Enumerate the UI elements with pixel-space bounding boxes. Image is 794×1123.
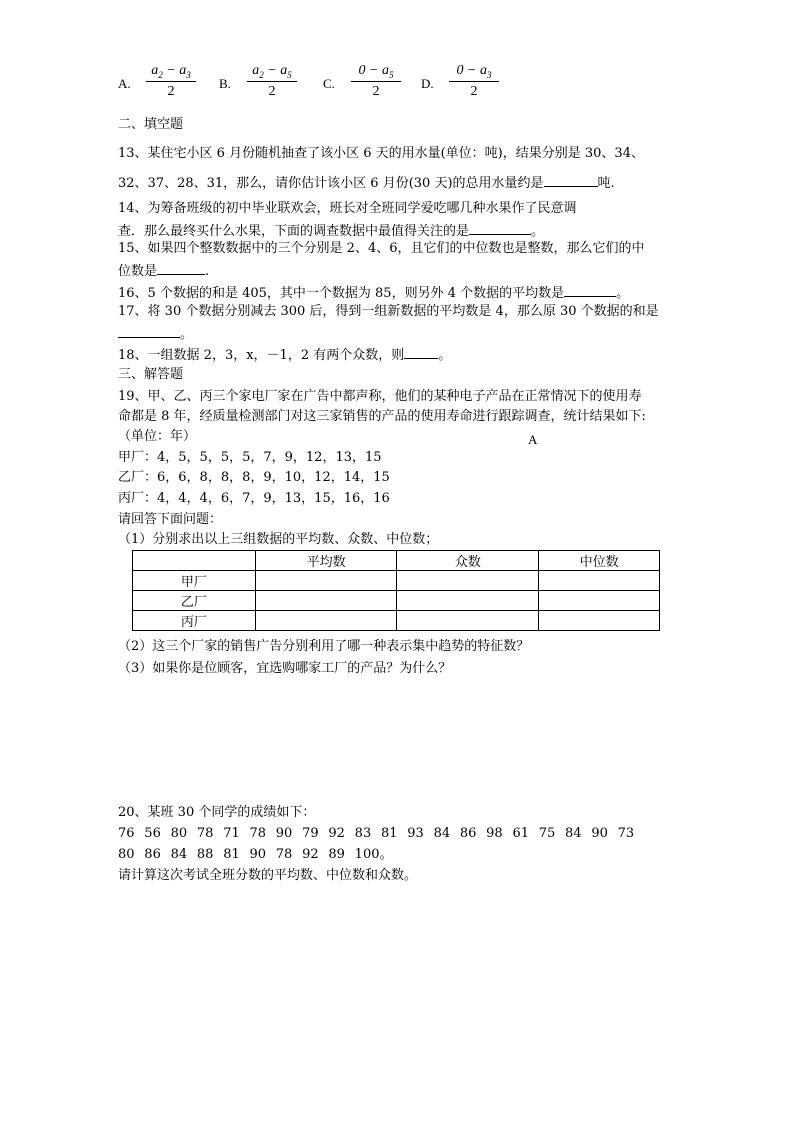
answer-cell[interactable] [397, 571, 539, 591]
score-value: 78 [249, 826, 267, 841]
question-19-part1: （1）分别求出以上三组数据的平均数、众数、中位数； [118, 532, 439, 547]
answer-blank[interactable] [544, 173, 598, 187]
score-value: 89 [328, 847, 345, 862]
question-17-line1: 17、将 30 个数据分别减去 300 后，得到一组新数据的平均数是 4，那么原 30 个数据的和是 [118, 304, 659, 319]
table-header-cell: 众数 [397, 551, 539, 571]
table-header-cell: 中位数 [539, 551, 660, 571]
row-label: 甲厂 [133, 571, 256, 591]
option-letter: A. [118, 76, 131, 91]
answer-cell[interactable] [255, 571, 397, 591]
score-value: 90 [249, 847, 267, 862]
score-value: 86 [459, 826, 477, 841]
question-19-part3: （3）如果你是位顾客，宜选购哪家工厂的产品？为什么？ [118, 661, 452, 676]
row-label: 丙厂 [133, 611, 256, 631]
question-19-line1: 19、甲、乙、丙三个家电厂家在广告中都声称，他们的某种电子产品在正常情况下的使用寿 [118, 389, 642, 404]
question-14-line2: 查．那么最终买什么水果，下面的调查数据中最值得关注的是 。 [118, 221, 544, 240]
table-row [133, 571, 660, 591]
question-14-line1: 14、为筹备班级的初中毕业联欢会，班长对全班同学爱吃哪几种水果作了民意调 [118, 201, 577, 216]
option-fraction: $a_2 - a_3$ 2 [144, 62, 198, 101]
factory-yi-data: 乙厂：6，6，8，8，8，9，10，12，14，15 [118, 470, 390, 485]
answer-cell[interactable] [255, 591, 397, 611]
answer-cell[interactable] [255, 611, 397, 631]
score-value: 84 [433, 826, 451, 841]
question-19-part2: （2）这三个厂家的销售广告分别利用了哪一种表示集中趋势的特征数？ [118, 639, 530, 654]
score-value: 80 [118, 847, 135, 862]
choice-options [118, 62, 538, 106]
option-fraction: $0 - a_3$ 2 [447, 62, 501, 101]
statistics-table [132, 550, 660, 631]
score-value: 84 [170, 847, 188, 862]
score-value: 98 [486, 826, 503, 841]
answer-cell[interactable] [539, 611, 660, 631]
answer-cell[interactable] [539, 571, 660, 591]
answer-blank[interactable] [118, 324, 180, 338]
question-13-line2: 32、37、28、31，那么，请你估计该小区 6 月份(30 天)的总用水量约是 吨. [118, 173, 615, 192]
score-value: 83 [354, 826, 372, 841]
answer-blank[interactable] [469, 221, 531, 235]
score-value: 78 [275, 847, 293, 862]
factory-jia-data: 甲厂：4，5，5，5，5，7，9，12，13，15 [118, 450, 382, 465]
question-20-task: 请计算这次考试全班分数的平均数、中位数和众数。 [118, 868, 418, 883]
answer-blank[interactable] [564, 283, 616, 297]
score-value: 86 [144, 847, 161, 862]
section-heading-fill-in: 二、填空题 [118, 117, 184, 132]
option-fraction: $0 - a_5$ 2 [349, 62, 403, 101]
score-value: 78 [196, 826, 214, 841]
table-header-cell [133, 551, 256, 571]
scores-row-1 [118, 826, 644, 842]
option-fraction: $a_2 - a_5$ 2 [245, 62, 299, 101]
option-letter: B. [219, 76, 231, 91]
score-value: 61 [512, 826, 529, 841]
answer-cell[interactable] [539, 591, 660, 611]
table-header-row [133, 551, 660, 571]
score-value: 90 [275, 826, 293, 841]
score-value: 71 [223, 826, 240, 841]
table-row [133, 591, 660, 611]
score-value: 81 [223, 847, 240, 862]
score-value: 76 [118, 826, 135, 841]
answer-blank[interactable] [404, 345, 438, 359]
score-value: 81 [380, 826, 398, 841]
score-value: 90 [591, 826, 608, 841]
score-value: 84 [565, 826, 582, 841]
option-letter: D. [421, 76, 434, 91]
question-17-line2: 。 [118, 324, 193, 343]
score-value: 93 [407, 826, 424, 841]
stray-letter: A [528, 432, 538, 447]
question-16: 16、5 个数据的和是 405，其中一个数据为 85，则另外 4 个数据的平均数是 。 [118, 283, 629, 302]
score-value: 75 [538, 826, 556, 841]
score-value: 80 [170, 826, 188, 841]
question-19-prompt: 请回答下面问题： [118, 512, 223, 527]
question-19-line2: 命都是 8 年，经质量检测部门对这三家销售的产品的使用寿命进行跟踪调查，统计结果如下: [118, 409, 646, 424]
score-value: 88 [196, 847, 214, 862]
table-header-cell: 平均数 [255, 551, 397, 571]
score-value: 92 [302, 847, 319, 862]
question-18: 18、一组数据 2，3，x，－1，2 有两个众数，则 。 [118, 345, 451, 364]
score-value: 92 [328, 826, 345, 841]
score-value: 56 [144, 826, 161, 841]
section-heading-answer: 三、解答题 [118, 367, 184, 382]
answer-cell[interactable] [397, 611, 539, 631]
answer-cell[interactable] [397, 591, 539, 611]
factory-bing-data: 丙厂：4，4，4，6，7，9，13，15，16，16 [118, 491, 390, 506]
score-value: 100。 [354, 847, 393, 862]
question-13-line1: 13、某住宅小区 6 月份随机抽查了该小区 6 天的用水量(单位：吨)，结果分别是 30、34、 [118, 146, 644, 161]
score-value: 73 [617, 826, 635, 841]
table-row [133, 611, 660, 631]
score-value: 79 [302, 826, 319, 841]
answer-blank[interactable] [157, 261, 205, 275]
scores-row-2 [118, 847, 405, 863]
question-15-line1: 15、如果四个整数数据中的三个分别是 2、4、6，且它们的中位数也是整数，那么它们的中 [118, 241, 645, 256]
question-15-line2: 位数是 . [118, 261, 209, 280]
question-20-title: 20、某班 30 个同学的成绩如下： [118, 805, 316, 820]
question-19-unit: （单位：年） [118, 429, 197, 444]
option-letter: C. [323, 76, 335, 91]
row-label: 乙厂 [133, 591, 256, 611]
